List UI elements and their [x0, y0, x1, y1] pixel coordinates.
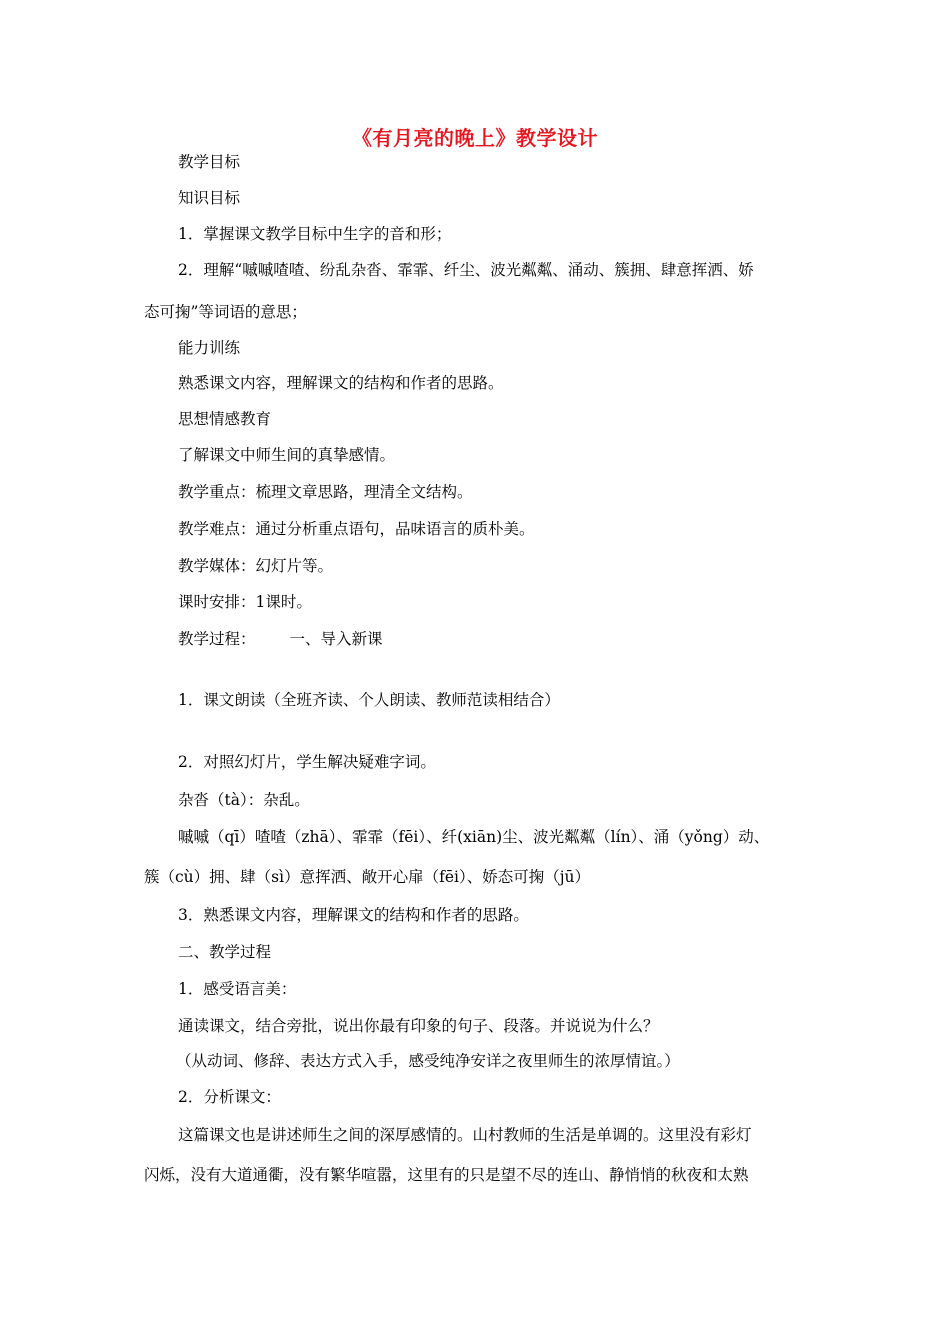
paragraph: 这篇课文也是讲述师生之间的深厚感情的。山村教师的生活是单调的。这里没有彩灯 — [178, 1126, 752, 1144]
paragraph-key-point: 教学重点：梳理文章思路，理清全文结构。 — [178, 483, 473, 501]
paragraph-pinyin: 嘁嘁（qī）喳喳（zhā）、霏霏（fēi）、纤(xiān)尘、波光粼粼（lín）、涌（yǒng）动、 — [178, 828, 770, 846]
paragraph: 了解课文中师生间的真挚感情。 — [178, 446, 396, 464]
paragraph: 1．感受语言美： — [178, 980, 297, 998]
paragraph: 2．对照幻灯片，学生解决疑难字词。 — [178, 753, 436, 771]
paragraph: 熟悉课文内容，理解课文的结构和作者的思路。 — [178, 374, 504, 392]
paragraph-pinyin-continuation: 簇（cù）拥、肆（sì）意挥洒、敞开心扉（fēi）、娇态可掬（jū） — [144, 868, 590, 886]
paragraph: 2．理解“嘁嘁喳喳、纷乱杂沓、霏霏、纤尘、波光粼粼、涌动、簇拥、肆意挥洒、娇 — [178, 261, 754, 279]
paragraph-continuation: 态可掬”等词语的意思； — [144, 303, 307, 321]
paragraph-note: （从动词、修辞、表达方式入手，感受纯净安详之夜里师生的浓厚情谊。） — [176, 1052, 680, 1070]
process-label: 教学过程： — [178, 630, 256, 648]
paragraph: 通读课文，结合旁批，说出你最有印象的句子、段落。并说说为什么？ — [178, 1017, 659, 1035]
paragraph: 3．熟悉课文内容，理解课文的结构和作者的思路。 — [178, 906, 529, 924]
paragraph-media: 教学媒体：幻灯片等。 — [178, 557, 334, 575]
paragraph: 杂沓（tà）：杂乱。 — [178, 791, 310, 809]
document-title: 《有月亮的晚上》教学设计 — [352, 126, 598, 150]
paragraph: 2．分析课文： — [178, 1088, 281, 1106]
section-heading-process: 二、教学过程 — [178, 943, 272, 961]
paragraph-schedule: 课时安排：1课时。 — [178, 593, 312, 611]
paragraph: 1．掌握课文教学目标中生字的音和形； — [178, 225, 452, 243]
heading-knowledge-goals: 知识目标 — [178, 189, 241, 207]
heading-ability-training: 能力训练 — [178, 339, 241, 357]
heading-emotional-education: 思想情感教育 — [178, 410, 272, 428]
paragraph-difficult-point: 教学难点：通过分析重点语句，品味语言的质朴美。 — [178, 520, 535, 538]
paragraph: 1．课文朗读（全班齐读、个人朗读、教师范读相结合） — [178, 691, 560, 709]
heading-teaching-goals: 教学目标 — [178, 153, 241, 171]
paragraph-continuation: 闪烁，没有大道通衢，没有繁华喧嚣，这里有的只是望不尽的连山、静悄悄的秋夜和太熟 — [144, 1166, 749, 1184]
section-heading-intro: 一、导入新课 — [289, 630, 383, 648]
paragraph-process — [178, 628, 383, 650]
